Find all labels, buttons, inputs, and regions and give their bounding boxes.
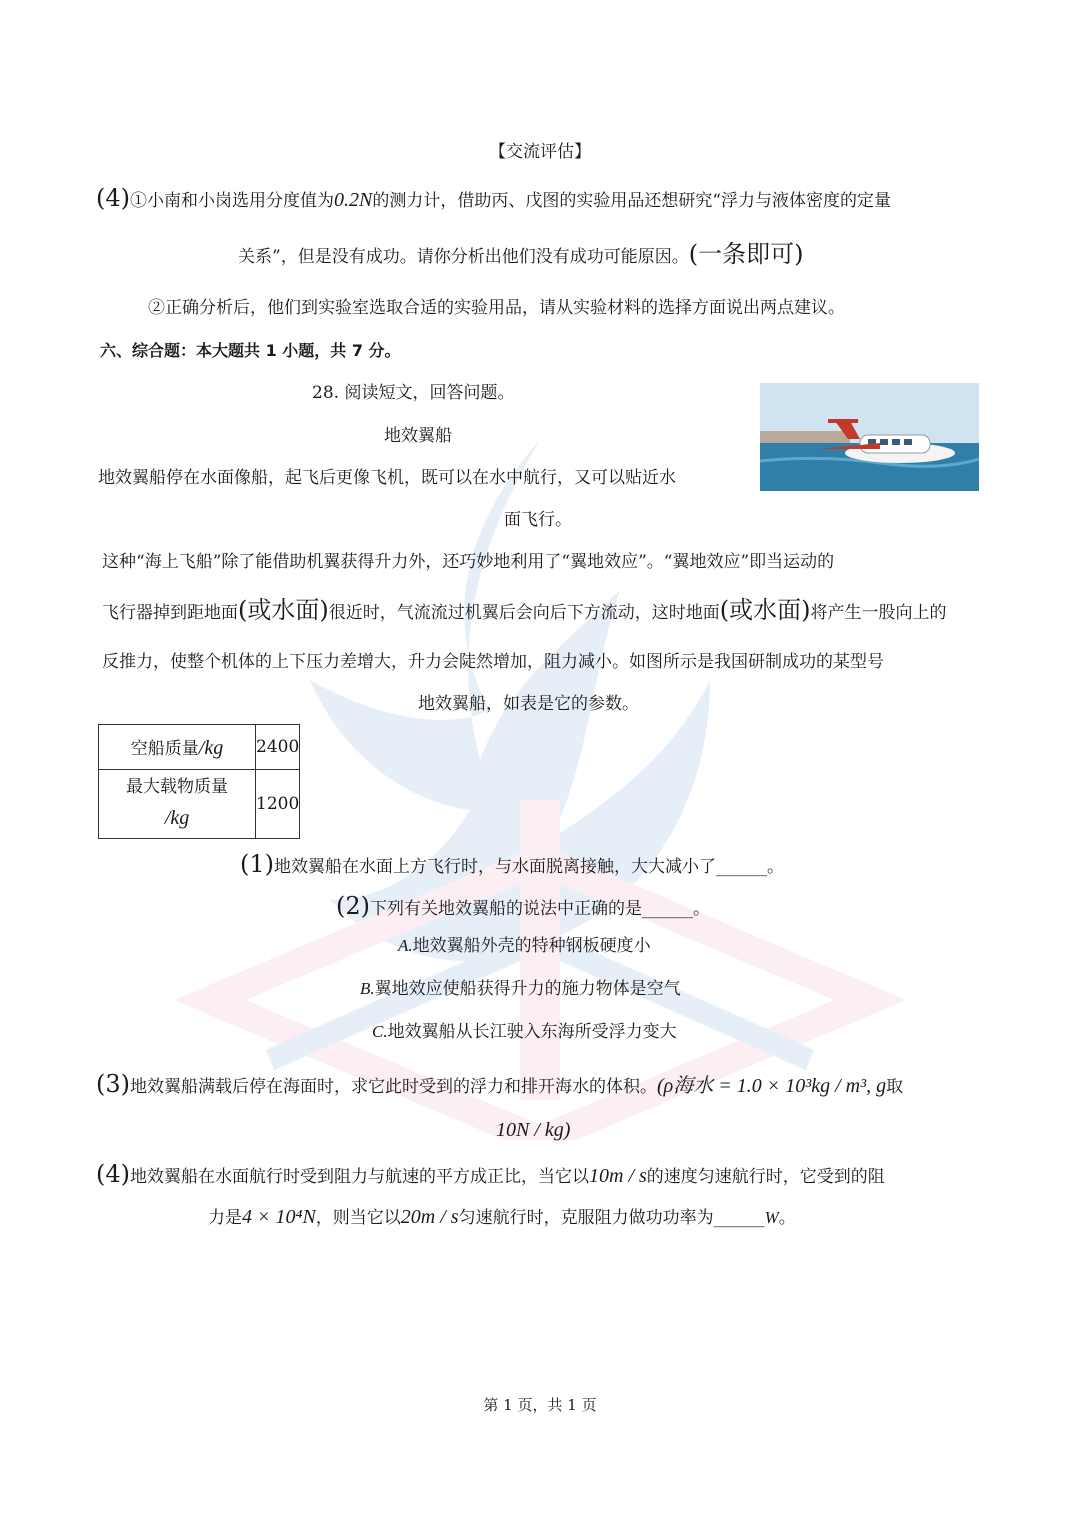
- q4-text2: 的测力计，借助丙、戊图的实验用品还想研究“浮力与液体密度的定量: [372, 191, 892, 211]
- q4-line3: ②正确分析后，他们到实验室选取合适的实验用品，请从实验材料的选择方面说出两点建议。: [148, 298, 845, 318]
- page-footer: 第 1 页，共 1 页: [483, 1396, 597, 1414]
- q28-p2a: 这种“海上飞船”除了能借助机翼获得升力外，还巧妙地利用了“翼地效应”。“翼地效应”即当运动的: [102, 552, 835, 572]
- q28-p1b: 面飞行。: [504, 510, 572, 530]
- question-3-formula-cont: 10N / kg): [496, 1119, 571, 1141]
- q28-p2b-part3: 将产生一股向上的: [810, 603, 947, 623]
- q4-text3: 关系”，但是没有成功。请你分析出他们没有成功可能原因。: [238, 247, 689, 267]
- q28-p2b-paren1: (或水面): [238, 596, 329, 624]
- section6-heading: 六、综合题：本大题共 1 小题，共 7 分。: [100, 341, 401, 360]
- table-cell-value: 1200: [256, 770, 300, 839]
- section-exchange-heading: 【交流评估】: [489, 142, 591, 162]
- q28-p2b-paren2: (或水面): [719, 596, 811, 624]
- q28-p2d: 地效翼船，如表是它的参数。: [418, 694, 639, 714]
- q28-p2b-part2: 很近时，气流流过机翼后会向后下方流动，这时地面: [328, 603, 720, 623]
- q28-intro: 28. 阅读短文，回答问题。: [312, 383, 515, 403]
- q28-p2b: [102, 596, 946, 625]
- table-cell-value: 2400: [256, 725, 300, 770]
- option-c: C.地效翼船从长江驶入东海所受浮力变大: [372, 1022, 677, 1042]
- q4-value: 0.2N: [334, 189, 373, 211]
- question-3: (3)地效翼船满载后停在海面时，求它此时受到的浮力和排开海水的体积。(ρ海水 = 1.0 × 10³kg / m³, g取: [96, 1070, 904, 1098]
- table-cell-label: 空船质量/kg: [99, 725, 256, 770]
- q28-title: 地效翼船: [384, 426, 452, 446]
- question-2: (2)下列有关地效翼船的说法中正确的是______。: [336, 892, 710, 920]
- q4-line1: [96, 184, 891, 213]
- q28-p2b-part1: 飞行器掉到距地面: [102, 603, 238, 623]
- option-a: A.地效翼船外壳的特种钢板硬度小: [398, 936, 651, 956]
- table-row: [99, 770, 300, 839]
- q4-line2: [238, 240, 803, 269]
- question-1: (1)地效翼船在水面上方飞行时，与水面脱离接触，大大减小了______。: [240, 850, 784, 878]
- option-b: B.翼地效应使船获得升力的施力物体是空气: [360, 979, 681, 999]
- question-4-line1: (4)地效翼船在水面航行时受到阻力与航速的平方成正比，当它以10m / s的速度匀速航行时，它受到的阻: [96, 1160, 885, 1188]
- table-cell-label: 最大载物质量 /kg: [99, 770, 256, 839]
- parameter-table: [98, 724, 300, 839]
- table-row: [99, 725, 300, 770]
- question-4-line2: 力是4 × 10⁴N，则当它以20m / s匀速航行时，克服阻力做功功率为______W。: [208, 1206, 796, 1228]
- q4-text1: ①小南和小岗选用分度值为: [130, 191, 334, 211]
- q4-number: (4): [96, 184, 130, 212]
- q28-p1a: 地效翼船停在水面像船，起飞后更像飞机，既可以在水中航行，又可以贴近水: [98, 468, 676, 488]
- ekranoplan-photo: [760, 383, 979, 491]
- q28-p2c: 反推力，使整个机体的上下压力差增大，升力会陡然增加，阻力减小。如图所示是我国研制成功的某型号: [102, 652, 884, 672]
- q4-paren: (一条即可): [688, 240, 804, 268]
